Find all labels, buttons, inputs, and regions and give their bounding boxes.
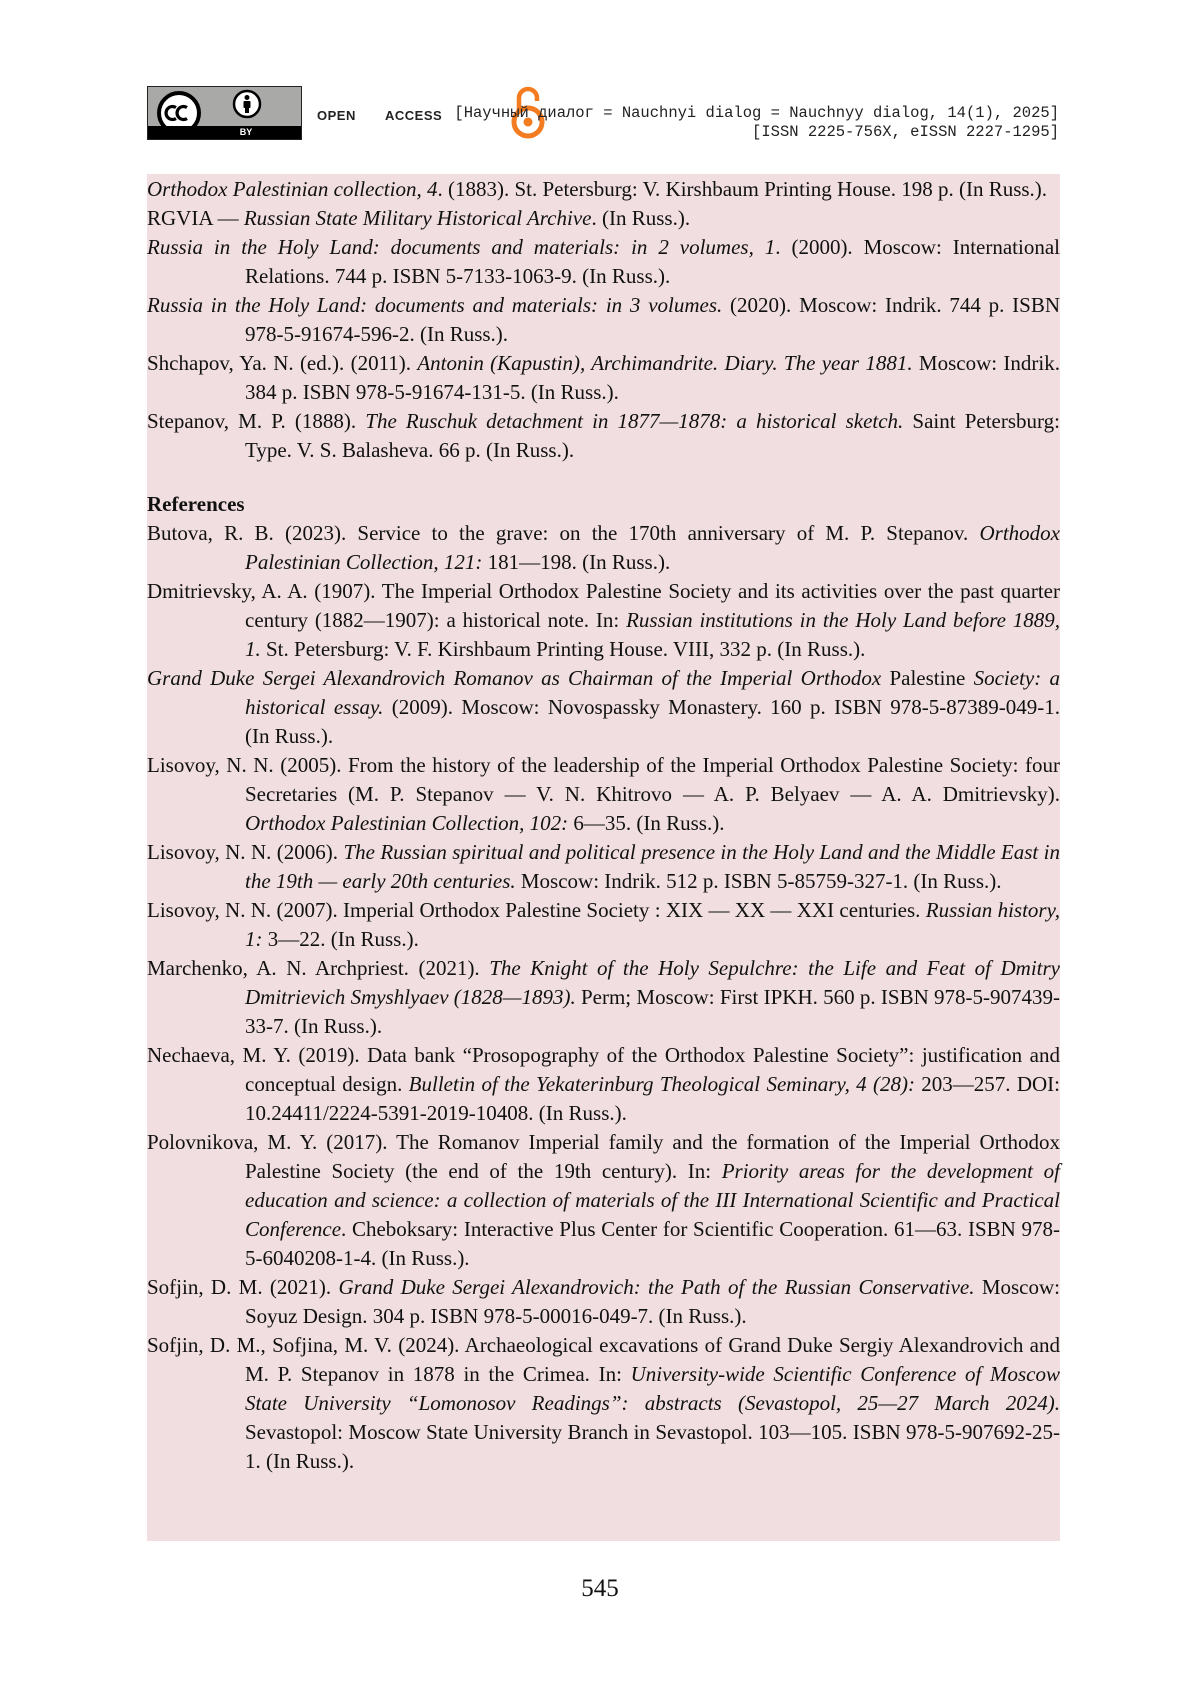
reference-text: Nechaeva, M. Y. (2019). Data bank “Prosopography of the Orthodox Palestine Society”: justification and conceptual design. — [147, 1043, 1060, 1096]
journal-citation — [454, 104, 1059, 142]
attribution-icon — [232, 89, 262, 119]
reference-title: Orthodox Palestinian collection, 4 — [147, 177, 438, 201]
reference-text: Sofjin, D. M., Sofjina, M. V. (2024). Archaeological excavations of Grand Duke Sergiy Alexandrovich and M. P. Stepanov in 1878 in the Crimea. In: — [147, 1333, 1060, 1386]
references-list — [147, 519, 1060, 1476]
reference-text: Butova, R. B. (2023). Service to the grave: on the 170th anniversary of M. P. Stepanov. — [147, 521, 980, 545]
reference-entry — [147, 577, 1060, 664]
reference-entry — [147, 954, 1060, 1041]
sources-list — [147, 175, 1060, 465]
reference-text: RGVIA — — [147, 206, 244, 230]
reference-text: . Cheboksary: Interactive Plus Center for Scientific Cooperation. 61—63. ISBN 978-5-6040208-1-4. (In Russ.). — [245, 1217, 1060, 1270]
reference-entry — [147, 896, 1060, 954]
reference-text: Saint Petersburg: Type. V. S. Balasheva. 66 p. (In Russ.). — [245, 409, 1060, 462]
reference-text: Stepanov, M. P. (1888). — [147, 409, 366, 433]
reference-title: The Russian spiritual and political presence in the Holy Land and the Middle East in the 19th — early 20th centuries. — [245, 840, 1061, 893]
reference-text: Polovnikova, M. Y. (2017). The Romanov Imperial family and the formation of the Imperial Orthodox Palestine Society (the end of the 19th century). In: — [147, 1130, 1060, 1183]
reference-text: . (In Russ.). — [591, 206, 691, 230]
reference-text: Palestine — [881, 666, 974, 690]
reference-text: Lisovoy, N. N. (2005). From the history of the leadership of the Imperial Orthodox Palestine Society: four Secretaries (M. P. Stepanov — V. N. Khitrovo — A. P. Belyaev — A. A. Dmitrievsky). — [147, 753, 1060, 806]
reference-entry — [147, 838, 1060, 896]
reference-title: Orthodox Palestinian Collection, 102: — [245, 811, 569, 835]
reference-text: Moscow: Indrik. 384 p. ISBN 978-5-91674-131-5. (In Russ.). — [245, 351, 1060, 404]
open-access-left-text: OPEN — [317, 108, 356, 123]
reference-text: St. Petersburg: V. F. Kirshbaum Printing House. VIII, 332 p. (In Russ.). — [260, 637, 866, 661]
license-bar — [148, 126, 301, 139]
reference-title: Russia in the Holy Land: documents and materials: in 3 volumes. — [147, 293, 723, 317]
reference-text: 203—257. DOI: 10.24411/2224-5391-2019-10408. (In Russ.). — [245, 1072, 1060, 1125]
bibliography-block — [147, 174, 1060, 1541]
reference-entry — [147, 233, 1060, 291]
references-heading: References — [147, 492, 245, 516]
reference-text: (2009). Moscow: Novospassky Monastery. 160 p. ISBN 978-5-87389-049-1. (In Russ.). — [245, 695, 1060, 748]
reference-title: The Knight of the Holy Sepulchre: the Life and Feat of Dmitry Dmitrievich Smyshlyaev (1828—1893). — [245, 956, 1061, 1009]
reference-entry — [147, 751, 1060, 838]
reference-entry — [147, 291, 1060, 349]
cc-by-license-badge[interactable] — [147, 86, 302, 140]
reference-text: Dmitrievsky, A. A. (1907). The Imperial Orthodox Palestine Society and its activities over the past quarter century (1882—1907): a historical note. In: — [147, 579, 1060, 632]
journal-citation-line-1: [Научный диалог = Nauchnyi dialog = Nauchnyy dialog, 14(1), 2025] — [454, 104, 1059, 122]
open-access-right-text: ACCESS — [385, 108, 443, 123]
reference-text: 6—35. (In Russ.). — [568, 811, 725, 835]
reference-title: Bulletin of the Yekaterinburg Theological Seminary, 4 (28): — [408, 1072, 915, 1096]
reference-text: Moscow: Soyuz Design. 304 p. ISBN 978-5-00016-049-7. (In Russ.). — [245, 1275, 1061, 1328]
reference-text: (2020). Moscow: Indrik. 744 p. ISBN 978-5-91674-596-2. (In Russ.). — [245, 293, 1060, 346]
reference-text: . (1883). St. Petersburg: V. Kirshbaum Printing House. 198 p. (In Russ.). — [437, 177, 1048, 201]
reference-entry — [147, 1273, 1060, 1331]
reference-entry — [147, 664, 1060, 751]
reference-title: Priority areas for the development of education and science: a collection of materials of the III International Scientific and Practical Conference — [245, 1159, 1060, 1241]
reference-title: Russian institutions in the Holy Land before 1889, 1. — [245, 608, 1061, 661]
reference-text: Perm; Moscow: First IPKH. 560 p. ISBN 978-5-907439-33-7. (In Russ.). — [245, 985, 1060, 1038]
reference-entry — [147, 1331, 1060, 1476]
reference-text: Lisovoy, N. N. (2006). — [147, 840, 344, 864]
reference-title: Russian history, 1: — [245, 898, 1060, 951]
reference-title: University-wide Scientific Conference of Moscow State University “Lomonosov Readings”: abstracts (Sevastopol, 25—27 March 2024). — [245, 1362, 1060, 1415]
reference-title: Russia in the Holy Land: documents and materials: in 2 volumes, 1 — [147, 235, 776, 259]
reference-entry — [147, 1128, 1060, 1273]
reference-text: 181—198. (In Russ.). — [482, 550, 671, 574]
reference-entry — [147, 519, 1060, 577]
open-access-logo — [317, 86, 477, 140]
reference-title: Orthodox Palestinian Collection, 121: — [245, 521, 1060, 574]
reference-title: Antonin (Kapustin), Archimandrite. Diary. The year 1881. — [417, 351, 913, 375]
reference-entry — [147, 407, 1060, 465]
reference-text: Sofjin, D. M. (2021). — [147, 1275, 339, 1299]
reference-text: Marchenko, A. N. Archpriest. (2021). — [147, 956, 490, 980]
reference-title: Grand Duke Sergei Alexandrovich Romanov as Chairman of the Imperial Orthodox — [147, 666, 882, 690]
reference-entry — [147, 204, 1060, 233]
reference-title: Grand Duke Sergei Alexandrovich: the Path of the Russian Conservative. — [338, 1275, 975, 1299]
reference-title: The Ruschuk detachment in 1877—1878: a historical sketch. — [365, 409, 904, 433]
reference-entry — [147, 175, 1060, 204]
reference-entry — [147, 349, 1060, 407]
reference-text: . (2000). Moscow: International Relations. 744 p. ISBN 5-7133-1063-9. (In Russ.). — [245, 235, 1060, 288]
reference-text: Lisovoy, N. N. (2007). Imperial Orthodox Palestine Society : XIX — XX — XXI centuries. — [147, 898, 926, 922]
reference-text: Sevastopol: Moscow State University Branch in Sevastopol. 103—105. ISBN 978-5-907692-25-1. (In Russ.). — [245, 1420, 1060, 1473]
reference-text: 3—22. (In Russ.). — [262, 927, 419, 951]
page-header — [147, 86, 1059, 146]
reference-text: Moscow: Indrik. 512 p. ISBN 5-85759-327-1. (In Russ.). — [515, 869, 1002, 893]
by-label: BY — [239, 127, 253, 137]
page-number: 545 — [581, 1575, 619, 1602]
reference-title: Society: a historical essay. — [245, 666, 1061, 719]
reference-entry — [147, 1041, 1060, 1128]
reference-title: Russian State Military Historical Archive — [243, 206, 592, 230]
journal-issn-line: [ISSN 2225-756X, eISSN 2227-1295] — [752, 123, 1059, 141]
reference-text: Shchapov, Ya. N. (ed.). (2011). — [147, 351, 418, 375]
